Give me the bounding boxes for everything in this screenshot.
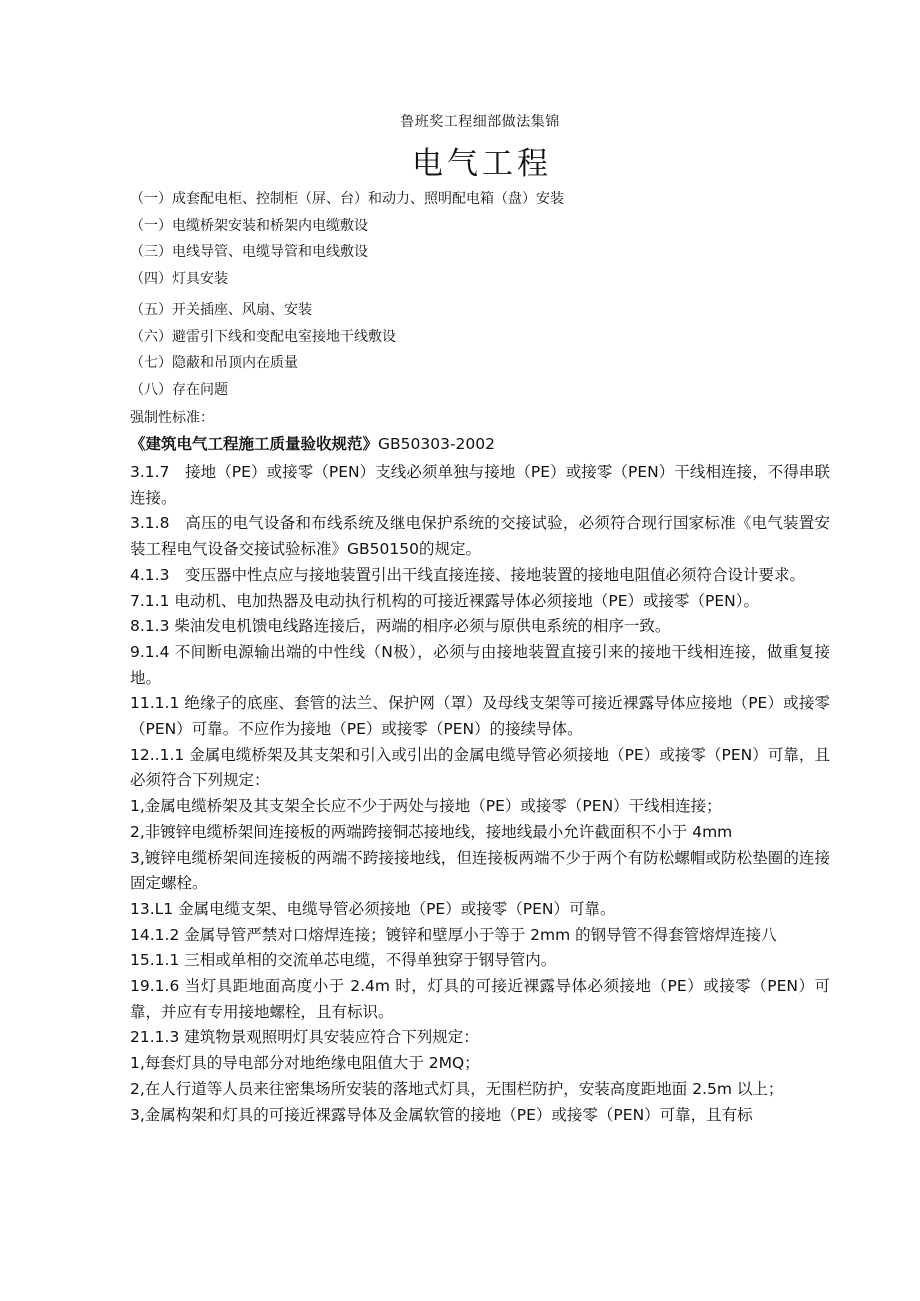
clause: 13.L1 金属电缆支架、电缆导管必须接地（PE）或接零（PEN）可靠。 <box>130 899 616 918</box>
clause: 1,金属电缆桥架及其支架全长应不少于两处与接地（PE）或接零（PEN）干线相连接； <box>130 797 722 816</box>
clause: 12..1.1 金属电缆桥架及其支架和引入或引出的金属电缆导管必须接地（PE）或接零（PEN）可靠，且必须符合下列规定： <box>130 745 830 790</box>
clause: 3.1.7 接地（PE）或接零（PEN）支线必须单独与接地（PE）或接零（PEN）干线相连接，不得串联连接。 <box>130 463 830 507</box>
standard-code: GB50303-2002 <box>378 435 496 453</box>
toc-item: （一）成套配电柜、控制柜（屏、台）和动力、照明配电箱（盘）安装 <box>130 191 564 207</box>
mandatory-standards-label: 强制性标准： <box>130 410 214 426</box>
clause: 2,在人行道等人员来往密集场所安装的落地式灯具，无围栏防护，安装高度距地面 2.5m 以上； <box>130 1079 784 1098</box>
toc-item: （六）避雷引下线和变配电室接地干线敷设 <box>130 328 396 345</box>
clause: 3,金属构架和灯具的可接近裸露导体及金属软管的接地（PE）或接零（PEN）可靠，且有标 <box>130 1105 753 1124</box>
clause: 11.1.1 绝缘子的底座、套管的法兰、保护网（罩）及母线支架等可接近裸露导体应接地（PE）或接零（PEN）可靠。不应作为接地（PE）或接零（PEN）的接续导体。 <box>130 694 830 739</box>
clause: 8.1.3 柴油发电机馈电线路连接后，两端的相序必须与原供电系统的相序一致。 <box>130 617 671 636</box>
clause: 3,镀锌电缆桥架间连接板的两端不跨接接地线，但连接板两端不少于两个有防松螺帽或防松垫圈的连接固定螺栓。 <box>130 848 830 893</box>
clause: 21.1.3 建筑物景观照明灯具安装应符合下列规定： <box>130 1028 479 1047</box>
clause-list <box>130 460 830 1128</box>
clause: 15.1.1 三相或单相的交流单芯电缆，不得单独穿于钢导管内。 <box>130 951 557 970</box>
clause: 7.1.1 电动机、电加热器及电动执行机构的可接近裸露导体必须接地（PE）或接零（PEN）。 <box>130 591 759 610</box>
document-title: 电气工程 <box>412 146 552 182</box>
toc-item: （一）电缆桥架安装和桥架内电缆敷设 <box>130 217 368 234</box>
clause: 4.1.3 变压器中性点应与接地装置引出干线直接连接、接地装置的接地电阻值必须符合设计要求。 <box>130 565 805 584</box>
toc-item: （四）灯具安装 <box>130 270 228 287</box>
document-subtitle: 鲁班奖工程细部做法集锦 <box>400 114 560 130</box>
clause: 3.1.8 高压的电气设备和布线系统及继电保护系统的交接试验，必须符合现行国家标准《电气装置安装工程电气设备交接试验标准》GB50150的规定。 <box>130 514 830 559</box>
clause: 19.1.6 当灯具距地面高度小于 2.4m 时，灯具的可接近裸露导体必须接地（PE）或接零（PEN）可靠，并应有专用接地螺栓，且有标识。 <box>130 977 830 1021</box>
clause: 9.1.4 不间断电源输出端的中性线（N极），必须与由接地装置直接引来的接地干线相连接，做重复接地。 <box>130 642 830 687</box>
clause: 2,非镀锌电缆桥架间连接板的两端跨接铜芯接地线，接地线最小允许截面积不小于 4mm <box>130 822 733 841</box>
toc-item: （七）隐蔽和吊顶内在质量 <box>130 355 298 371</box>
clause: 1,每套灯具的导电部分对地绝缘电阻值大于 2MQ； <box>130 1054 480 1073</box>
table-of-contents <box>130 189 830 406</box>
toc-item: （三）电线导管、电缆导管和电线敷设 <box>130 244 368 260</box>
toc-item: （八）存在问题 <box>130 381 228 398</box>
toc-item: （五）开关插座、风扇、安装 <box>130 302 312 318</box>
clause: 14.1.2 金属导管严禁对口熔焊连接；镀锌和壁厚小于等于 2mm 的钢导管不得套管熔焊连接八 <box>130 925 777 944</box>
standard-title <box>130 433 495 455</box>
standard-name: 《建筑电气工程施工质量验收规范》 <box>130 435 379 453</box>
